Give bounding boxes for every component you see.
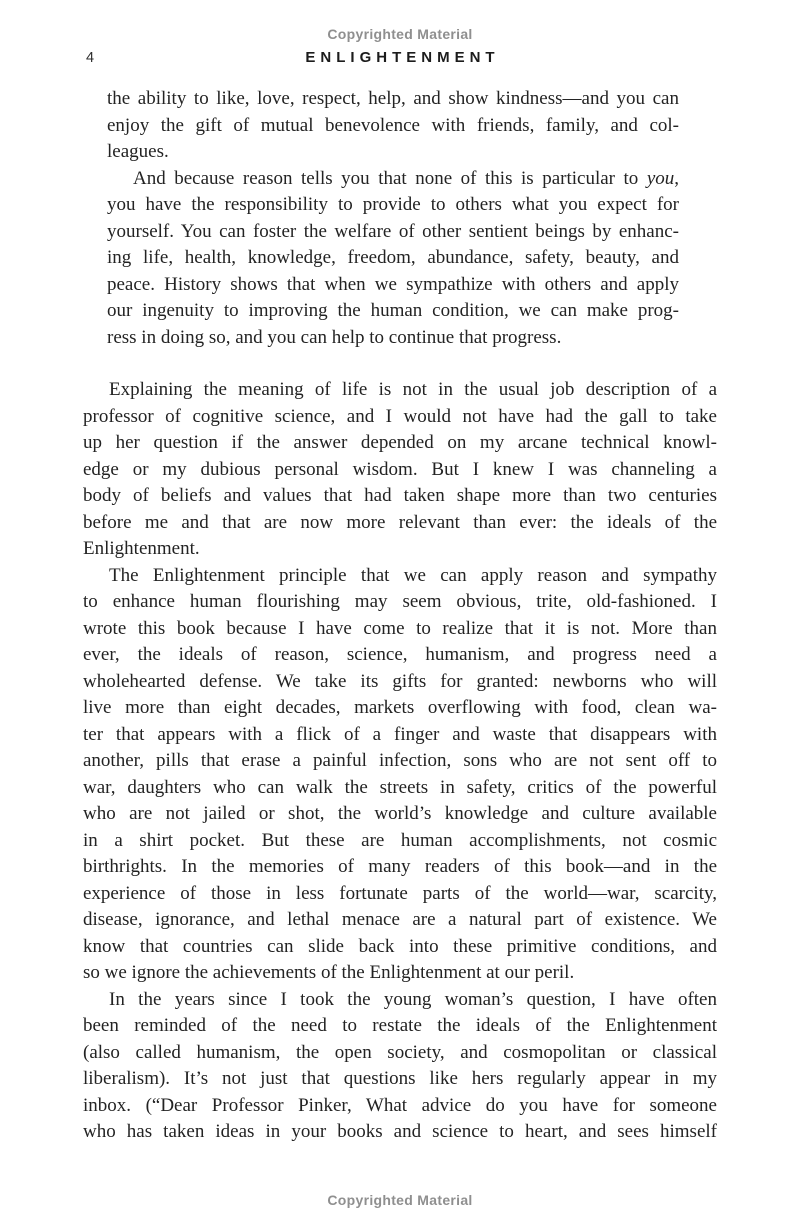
text-line: (also called humanism, the open society, and cosmopolitan or classical <box>83 1041 717 1063</box>
text-line: before me and that are now more relevant than ever: the ideals of the <box>83 511 717 533</box>
text-line <box>107 166 679 193</box>
text-line: our ingenuity to improving the human condition, we can make prog- <box>107 300 679 321</box>
block-quote <box>83 86 717 351</box>
text-line: ter that appears with a flick of a finger and waste that disappears with <box>83 723 717 745</box>
text-line: who are not jailed or shot, the world’s knowledge and culture available <box>83 803 717 824</box>
page-number: 4 <box>86 50 95 66</box>
text-line: body of beliefs and values that had taken shape more than two centuries <box>83 485 717 506</box>
text-line: Enlightenment. <box>83 538 200 559</box>
paragraph <box>83 563 717 987</box>
text-line: up her question if the answer depended on my arcane technical knowl- <box>83 432 717 453</box>
text-line: another, pills that erase a painful infection, sons who are not sent off to <box>83 750 717 771</box>
text-line: ress in doing so, and you can help to continue that progress. <box>107 326 562 348</box>
text-line: the ability to like, love, respect, help, and show kindness—and you can <box>107 88 679 109</box>
text-line: you have the responsibility to provide to others what you expect for <box>107 194 679 215</box>
text-line: In the years since I took the young woman’s question, I have often <box>109 988 717 1010</box>
running-header <box>0 49 800 69</box>
text-line: liberalism). It’s not just that questions like hers regularly appear in my <box>83 1068 717 1089</box>
running-title: ENLIGHTENMENT <box>305 49 500 66</box>
text-line: ing life, health, knowledge, freedom, abundance, safety, beauty, and <box>107 247 679 268</box>
text-line: to enhance human flourishing may seem obvious, trite, old-fashioned. I <box>83 591 717 612</box>
text-line: professor of cognitive science, and I would not have had the gall to take <box>83 405 717 427</box>
copyright-notice-top: Copyrighted Material <box>327 26 473 42</box>
italic-word: you <box>646 167 675 189</box>
text-line: inbox. (“Dear Professor Pinker, What advice do you have for someone <box>83 1094 717 1116</box>
text-segment: And because reason tells you that none of this is particular to <box>133 167 647 189</box>
text-line: experience of those in less fortunate parts of the world—war, scarcity, <box>83 882 717 904</box>
text-line: leagues. <box>107 141 169 162</box>
main-text <box>83 377 717 1146</box>
text-line: Explaining the meaning of life is not in the usual job description of a <box>109 379 717 400</box>
text-line: peace. History shows that when we sympathize with others and apply <box>107 273 679 295</box>
text-line: disease, ignorance, and lethal menace are a natural part of existence. We <box>83 909 717 930</box>
text-line: wrote this book because I have come to realize that it is not. More than <box>83 617 717 639</box>
text-segment: , <box>674 167 679 189</box>
page-text <box>83 86 717 1146</box>
text-line: The Enlightenment principle that we can apply reason and sympathy <box>109 564 717 586</box>
text-line: ever, the ideals of reason, science, humanism, and progress need a <box>83 644 717 665</box>
paragraph <box>83 377 717 563</box>
text-line: been reminded of the need to restate the ideals of the Enlightenment <box>83 1015 717 1036</box>
text-line: enjoy the gift of mutual benevolence with friends, family, and col- <box>107 114 679 136</box>
paragraph <box>107 166 679 352</box>
text-line: in a shirt pocket. But these are human accomplishments, not cosmic <box>83 829 717 851</box>
text-line: edge or my dubious personal wisdom. But I knew I was channeling a <box>83 458 717 480</box>
text-line: live more than eight decades, markets overflowing with food, clean wa- <box>83 697 717 718</box>
text-line: so we ignore the achievements of the Enlightenment at our peril. <box>83 962 575 983</box>
copyright-notice-bottom: Copyrighted Material <box>327 1192 473 1208</box>
paragraph <box>107 86 679 166</box>
text-line: who has taken ideas in your books and science to heart, and sees himself <box>83 1121 717 1142</box>
text-line: know that countries can slide back into these primitive conditions, and <box>83 935 717 957</box>
text-line: wholehearted defense. We take its gifts for granted: newborns who will <box>83 670 717 692</box>
paragraph <box>83 987 717 1146</box>
text-line: war, daughters who can walk the streets in safety, critics of the powerful <box>83 776 717 798</box>
text-line: birthrights. In the memories of many readers of this book—and in the <box>83 856 717 877</box>
text-line: yourself. You can foster the welfare of other sentient beings by enhanc- <box>107 220 679 242</box>
